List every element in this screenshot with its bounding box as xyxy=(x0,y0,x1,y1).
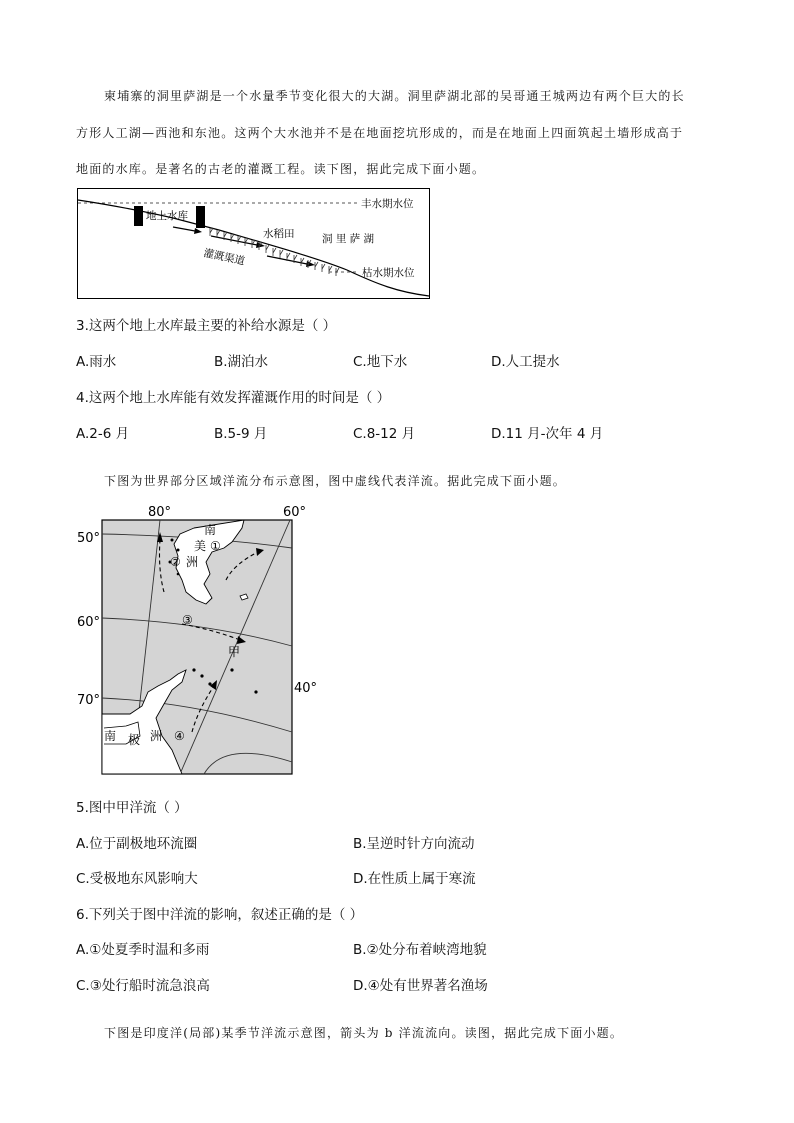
q4-option-c[interactable]: C.8-12 月 xyxy=(353,426,416,442)
q6-stem: 6.下列关于图中洋流的影响，叙述正确的是（ ） xyxy=(76,907,364,923)
q4-option-b[interactable]: B.5-9 月 xyxy=(214,426,268,442)
irrigation-diagram xyxy=(77,188,430,299)
south-america-label-2: 美 xyxy=(194,539,207,553)
lat-50-label: 50° xyxy=(77,531,101,546)
q3-stem: 3.这两个地上水库最主要的补给水源是（ ） xyxy=(76,318,337,334)
current-jia-label: 甲 xyxy=(228,645,241,659)
passage1-line3: 地面的水库。是著名的古老的灌溉工程。读下图，据此完成下面小题。 xyxy=(76,162,486,176)
lon-60-label: 60° xyxy=(283,505,307,520)
antarctica-label-2: 极 xyxy=(128,733,141,747)
reservoir-label: 地上水库 xyxy=(146,210,188,222)
marker-3: ③ xyxy=(182,613,193,627)
south-america-label-1: 南 xyxy=(204,523,217,537)
canal-label: 灌溉渠道 xyxy=(202,247,246,268)
lat-70-label: 70° xyxy=(77,693,101,708)
paddy-label: 水稻田 xyxy=(263,228,295,240)
q4-stem: 4.这两个地上水库能有效发挥灌溉作用的时间是（ ） xyxy=(76,390,391,406)
passage2: 下图为世界部分区域洋流分布示意图，图中虚线代表洋流。据此完成下面小题。 xyxy=(104,474,567,488)
low-water-label: 枯水期水位 xyxy=(362,267,415,279)
q6-option-b[interactable]: B.②处分布着峡湾地貌 xyxy=(353,942,487,958)
ocean-current-map xyxy=(74,500,324,780)
lon-80-label: 80° xyxy=(148,505,172,520)
q6-option-c[interactable]: C.③处行船时流急浪高 xyxy=(76,978,210,994)
q4-option-d[interactable]: D.11 月-次年 4 月 xyxy=(491,426,604,442)
q3-option-a[interactable]: A.雨水 xyxy=(76,354,117,370)
q3-option-d[interactable]: D.人工提水 xyxy=(491,354,560,370)
lat-60-label: 60° xyxy=(77,615,101,630)
q5-option-b[interactable]: B.呈逆时针方向流动 xyxy=(353,836,475,852)
passage3: 下图是印度洋(局部)某季节洋流示意图，箭头为 b 洋流流向。读图，据此完成下面小题。 xyxy=(104,1026,624,1040)
q6-option-d[interactable]: D.④处有世界著名渔场 xyxy=(353,978,488,994)
marker-2: ② xyxy=(170,555,181,569)
q3-option-c[interactable]: C.地下水 xyxy=(353,354,408,370)
marker-4: ④ xyxy=(174,729,185,743)
passage1-line1: 柬埔寨的洞里萨湖是一个水量季节变化很大的大湖。洞里萨湖北部的吴哥通王城两边有两个巨大的长 xyxy=(104,89,685,103)
q5-stem: 5.图中甲洋流（ ） xyxy=(76,800,188,816)
lake-label: 洞 里 萨 湖 xyxy=(322,233,375,245)
q5-option-a[interactable]: A.位于副极地环流圈 xyxy=(76,836,198,852)
antarctica-label-1: 南 xyxy=(104,729,117,743)
high-water-label: 丰水期水位 xyxy=(361,198,414,210)
marker-1: ① xyxy=(210,539,221,553)
antarctica-label-3: 洲 xyxy=(150,729,163,743)
q4-option-a[interactable]: A.2-6 月 xyxy=(76,426,130,442)
q3-option-b[interactable]: B.湖泊水 xyxy=(214,354,269,370)
south-america-label-3: 洲 xyxy=(186,555,199,569)
q5-option-c[interactable]: C.受极地东风影响大 xyxy=(76,871,198,887)
q6-option-a[interactable]: A.①处夏季时温和多雨 xyxy=(76,942,210,958)
lon-40-label: 40° xyxy=(294,681,318,696)
passage1-line2: 方形人工湖—西池和东池。这两个大水池并不是在地面挖坑形成的，而是在地面上四面筑起土墙形成高于 xyxy=(76,126,684,140)
q5-option-d[interactable]: D.在性质上属于寒流 xyxy=(353,871,476,887)
